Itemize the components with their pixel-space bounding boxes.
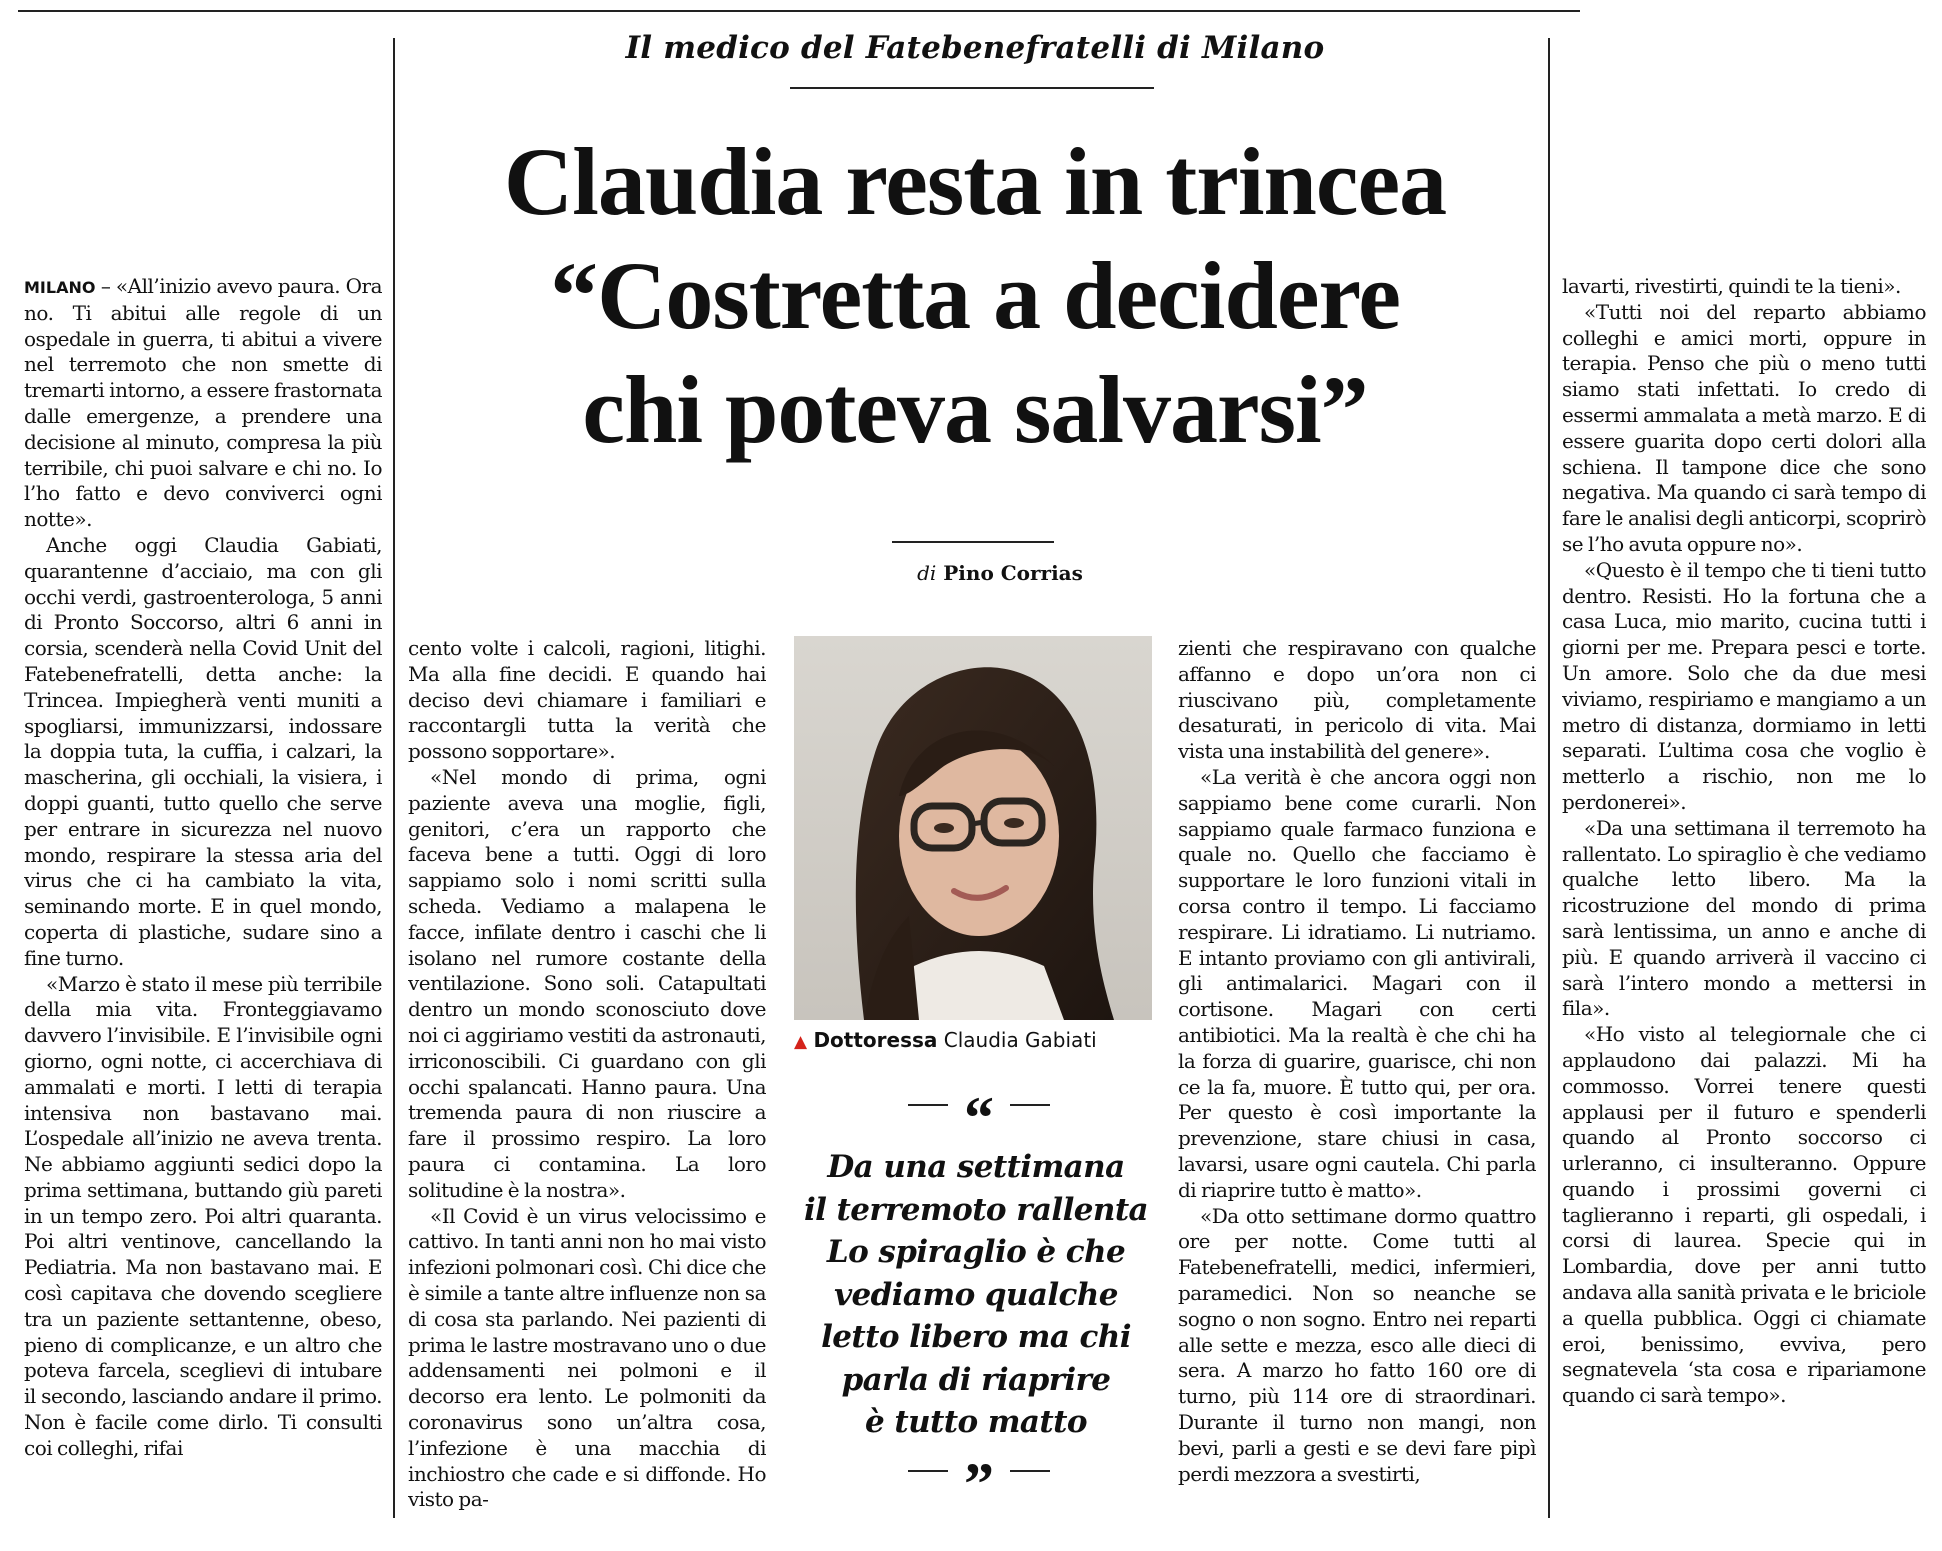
article-column-2 — [408, 636, 766, 1524]
paragraph: «Il Covid è un virus velocissimo e cattivo. In tanti anni non ho mai visto infezioni polmonari così. Chi dice che è simile a tante altre influenze non sa di cosa sta parlando. Nei pazienti di prima le lastre mostravano uno o due addensamenti nei polmoni e il decorso era lento. Le polmoniti da coronavirus sono un’altra cosa, l’infezione è una macchia di inchiostro che cade e si diffonde. Ho visto pa- — [408, 1203, 766, 1512]
article-column-1 — [24, 274, 382, 1524]
pullquote-line: vediamo qualche — [834, 1276, 1118, 1313]
photo-caption — [794, 1028, 1154, 1052]
article-column-4 — [1562, 274, 1926, 1524]
paragraph: zienti che respiravano con qualche affanno e dopo un’ora non ci riuscivano più, completamente desaturati, in pericolo di vita. Mai vista una instabilità del genere». — [1178, 636, 1536, 764]
pullquote-line: Da una settimana — [827, 1149, 1125, 1185]
dateline: MILANO — [24, 278, 96, 297]
paragraph: Anche oggi Claudia Gabiati, quarantenne d’acciaio, ma con gli occhi verdi, gastroenterologa, 5 anni di Pronto Soccorso, altri 6 anni in corsia, scenderà nella Covid Unit del Fatebenefratelli, detta anche: la Trincea. Impiegherà venti muniti a spogliarsi, immunizzarsi, indossare la doppia tuta, la cuffia, i calzari, la mascherina, gli occhiali, la visiera, i doppi guanti, tutto quello che serve per entrare in sicurezza nel nuovo mondo, respirare la stessa aria del virus che ci ha cambiato la vita, seminando morte. E in quel mondo, coperta di plastiche, sudare sino a fine turno. — [24, 532, 382, 970]
kicker-underline — [790, 87, 1154, 89]
pullquote-rule-top-left — [908, 1104, 948, 1106]
pullquote-line: è tutto matto — [865, 1404, 1087, 1440]
paragraph: lavarti, rivestirti, quindi te la tieni». — [1562, 274, 1901, 298]
headline-line-1: Claudia resta in trincea — [503, 128, 1447, 235]
pullquote-line: il terremoto rallenta — [803, 1191, 1149, 1228]
byline-rule — [892, 541, 1054, 543]
paragraph: «Nel mondo di prima, ogni paziente aveva una moglie, figli, genitori, c’era un rapporto che faceva bene a tutti. Oggi di loro sappiamo solo i nomi scritti sulla scheda. Vediamo a malapena le facce, infilate dentro i caschi che li isolano nel rumore costante della ventilazione. Sono soli. Catapultati dentro un mondo sconosciuto dove noi ci aggiriamo vestiti da astronauti, irriconoscibili. Ci guardano con gli occhi spalancati. Hanno paura. Una tremenda paura di non riuscire a fare il prossimo respiro. La loro paura ci contamina. La loro solitudine è la nostra». — [408, 764, 766, 1202]
paragraph: «Marzo è stato il mese più terribile della mia vita. Fronteggiavamo davvero l’invisibile. E l’invisibile ogni giorno, ogni notte, ci accerchiava di ammalati e morti. I letti di terapia intensiva non bastavano mai. L’ospedale all’inizio ne aveva trenta. Ne abbiamo aggiunti sedici dopo la prima settimana, buttando giù pareti in un tempo zero. Poi altri quaranta. Poi altri ventinove, cancellando la Pediatria. Ma non bastavano mai. E così capitava che dovendo scegliere tra un paziente settantenne, obeso, pieno di complicanze, e un altro che poteva farcela, sceglievi di intubare il secondo, lasciando andare il primo. Non è facile come dirlo. Ti consulti coi colleghi, rifai — [24, 971, 382, 1460]
open-quote-icon: “ — [964, 1085, 994, 1151]
paragraph: «Da una settimana il terremoto ha rallentato. Lo spiraglio è che vediamo qualche letto libero. Ma la ricostruzione del mondo di prima sarà lentissima, un anno e anche di più. E quando arriverà il vaccino ci sarà l’intero mondo a mettersi in fila». — [1562, 815, 1926, 1021]
byline-prefix: di — [917, 561, 937, 585]
close-quote-icon: ” — [964, 1451, 994, 1517]
pullquote-rule-bottom-left — [908, 1470, 948, 1472]
triangle-icon: ▲ — [794, 1032, 808, 1052]
paragraph: «La verità è che ancora oggi non sappiamo bene come curarli. Non sappiamo quale farmaco funziona e quale no. Quello che facciamo è supportare le loro funzioni vitali in corsa contro il tempo. Li facciamo respirare. Li idratiamo. Li nutriamo. E intanto proviamo con gli antivirali, gli antimalarici. Magari con il cortisone. Magari con certi antibiotici. Ma la realtà è che chi ha la forza di guarire, guarisce, chi non ce la fa, muore. È tutto qui, per ora. Per questo è così importante la prevenzione, stare chiusi in casa, lavarsi, usare ogni cautela. Chi parla di riaprire tutto è matto». — [1178, 764, 1536, 1202]
column-rule-left — [393, 38, 395, 1518]
paragraph: «Tutti noi del reparto abbiamo colleghi e amici morti, oppure in terapia. Penso che più o meno tutti siamo stati infettati. Io credo di essermi ammalata a metà marzo. E di essere guarita dopo certi dolori alla schiena. Il tampone dice che sono negativa. Ma quando ci sarà tempo di fare le analisi degli anticorpi, scoprirò se l’ho avuta oppure no». — [1562, 299, 1926, 556]
paragraph: «Ho visto al telegiornale che ci applaudono dai palazzi. Mi ha commosso. Vorrei tenere questi applausi per il futuro e spenderli quando al Pronto soccorso ci urleranno, ci insulteranno. Oppure quando i prossimi governi ci taglieranno i reparti, gli ospedali, i corsi di laurea. Specie qui in Lombardia, dove per anni tutto andava alla sanità privata e le briciole a quella pubblica. Oggi ci chiamate eroi, benissimo, evviva, pero segnatevela ‘sta cosa e ripariamone quando ci sarà tempo». — [1562, 1022, 1926, 1408]
pullquote-line: letto libero ma chi — [821, 1319, 1131, 1355]
pullquote-line: Lo spiraglio è che — [826, 1234, 1126, 1270]
byline — [860, 561, 1140, 585]
paragraph: «Questo è il tempo che ti tieni tutto dentro. Resisti. Ho la fortuna che a casa Luca, mio marito, cucina tutti i giorni per me. Prepara pesci e torte. Un amore. Solo che da due mesi viviamo, respiriamo e mangiamo a un metro di distanza, dormiamo in letti separati. L’ultima cosa che voglio è metterlo a rischio, non me lo perdonerei». — [1562, 557, 1926, 814]
portrait-photo — [794, 636, 1152, 1020]
top-rule — [18, 10, 1580, 12]
kicker: Il medico del Fatebenefratelli di Milano — [625, 30, 1325, 66]
paragraph: «Da otto settimane dormo quattro ore per notte. Come tutti al Fatebenefratelli, medici, infermieri, paramedici. Non so neanche se sogno o non sogno. Entro nei reparti alle sette e mezza, esco alle dieci di sera. A marzo ho fatto 160 ore di turno, più 114 ore di straordinari. Durante il turno non mangi, non bevi, parli a gesti e se devi fare pipì perdi mezzora a svestirti, — [1178, 1203, 1536, 1486]
article-column-3 — [1178, 636, 1536, 1524]
pullquote-rule-top-right — [1010, 1104, 1050, 1106]
pullquote-line: parla di riaprire — [841, 1361, 1111, 1398]
paragraph: MILANO – «All’inizio avevo paura. Ora no. Ti abitui alle regole di un ospedale in guerra, ti abitui a vivere nel terremoto che non smette di tremarti intorno, a essere frastornata dalle emergenze, a prendere una decisione al minuto, compresa la più terribile, chi puoi salvare e chi no. Io l’ho fatto e devo conviverci ogni notte». — [24, 274, 382, 532]
byline-author: Pino Corrias — [943, 561, 1083, 585]
headline-line-2: “Costretta a decidere — [550, 242, 1400, 349]
headline-line-3: chi poteva salvarsi” — [582, 356, 1368, 463]
headline — [396, 125, 1554, 467]
pullquote-rule-bottom-right — [1010, 1470, 1050, 1472]
caption-name: Claudia Gabiati — [943, 1028, 1097, 1052]
pullquote — [790, 1146, 1162, 1444]
caption-label: Dottoressa — [813, 1028, 938, 1052]
paragraph: cento volte i calcoli, ragioni, litighi. Ma alla fine decidi. E quando hai deciso devi chiamare i familiari e raccontargli tutta la verità che possono sopportare». — [408, 636, 766, 764]
